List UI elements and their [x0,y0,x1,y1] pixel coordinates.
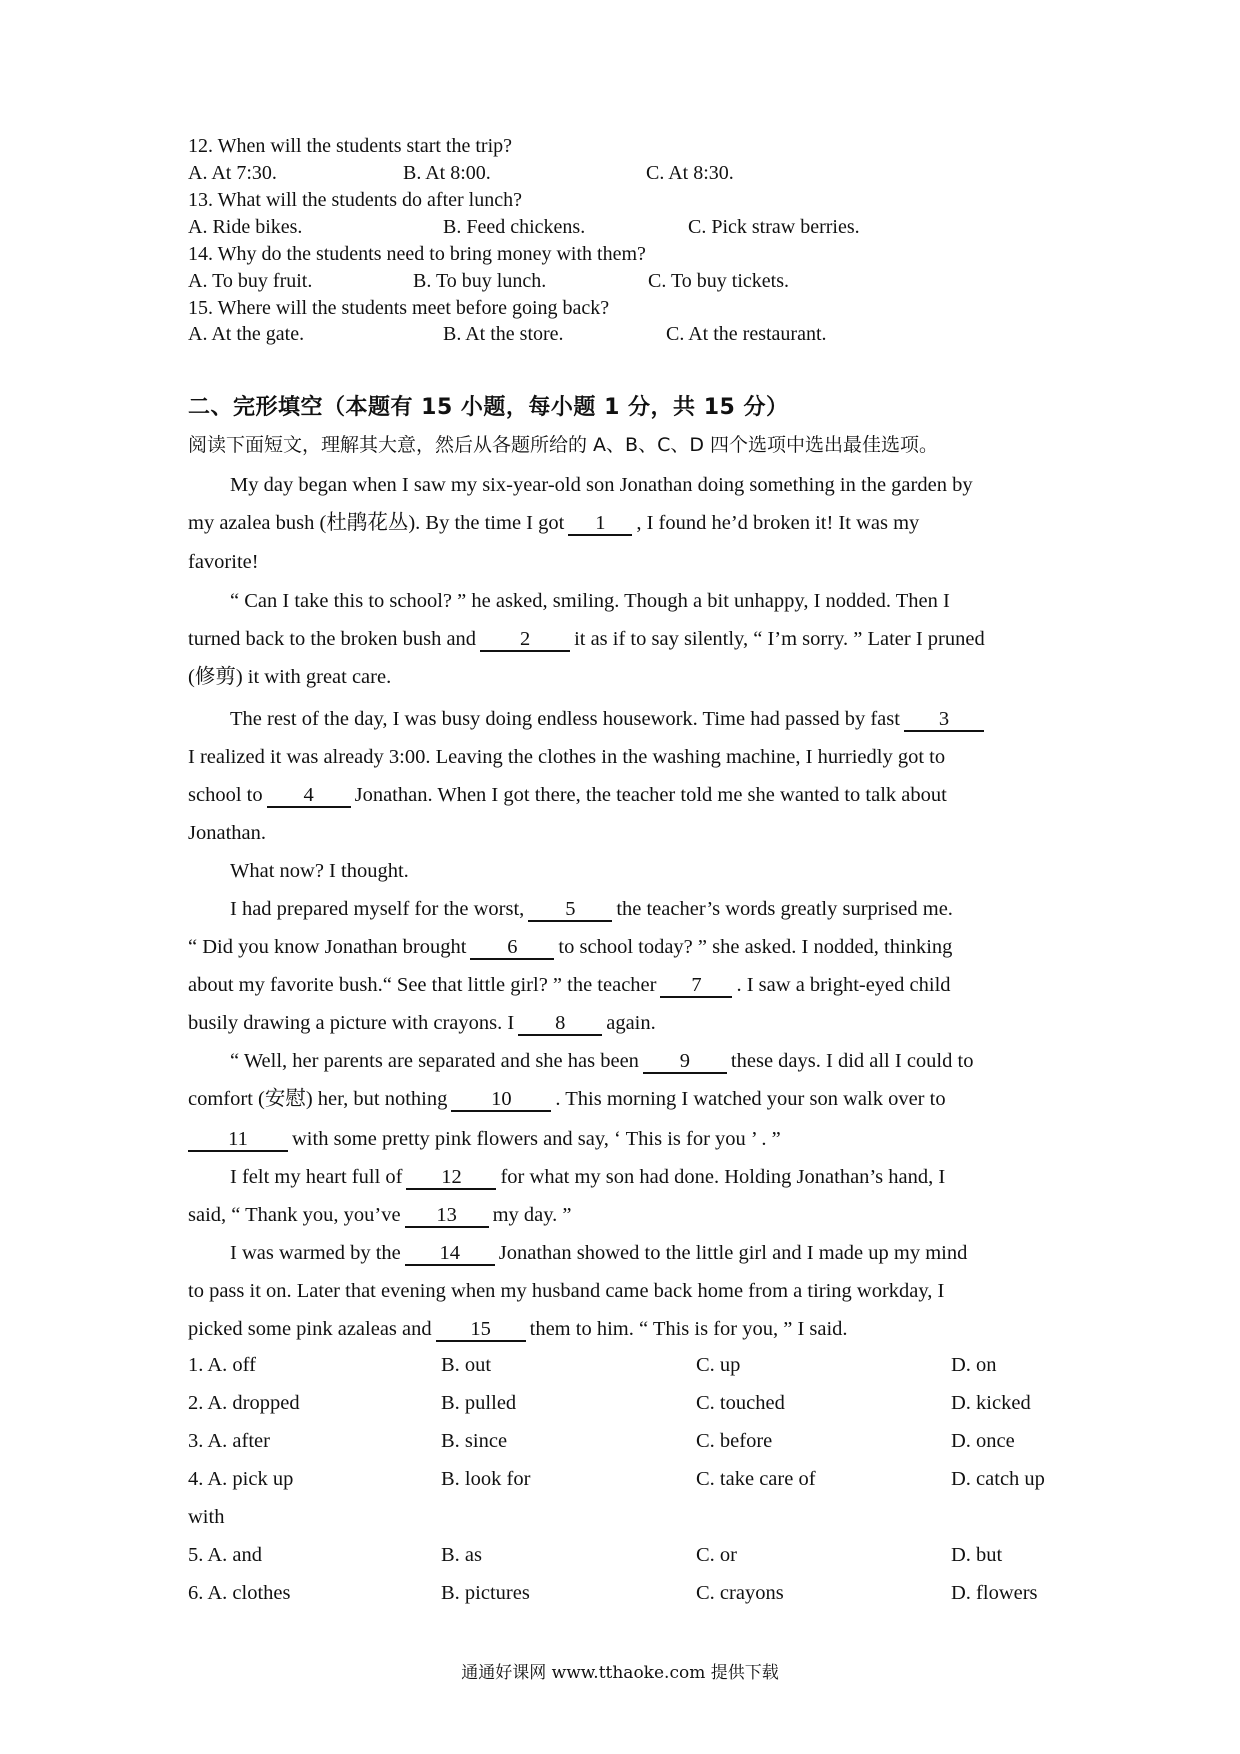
passage-line: turned back to the broken bush and 2 it as if to say silently, “ I’m sorry. ” Later I pruned [188,628,985,650]
passage-line: said, “ Thank you, you’ve 13 my day. ” [188,1204,572,1226]
section-heading: 二、完形填空（本题有 15 小题，每小题 1 分，共 15 分） [188,395,789,420]
option-c: C. At 8:30. [646,162,734,184]
choice-row [188,1544,1088,1582]
choice-d: D. kicked [951,1392,1031,1414]
choice-c: C. before [696,1430,773,1452]
passage-line: I felt my heart full of 12 for what my son had done. Holding Jonathan’s hand, I [230,1166,946,1188]
blank-7: 7 [660,974,732,998]
passage-line: picked some pink azaleas and 15 them to him. “ This is for you, ” I said. [188,1318,848,1340]
choice-d: D. catch up [951,1468,1045,1490]
passage-line: comfort (安慰) her, but nothing 10 . This morning I watched your son walk over to [188,1088,946,1110]
passage-line: The rest of the day, I was busy doing endless housework. Time had passed by fast 3 [230,705,988,733]
choice-row [188,1468,1088,1506]
blank-8: 8 [518,1012,602,1036]
option-a: A. At 7:30. [188,162,277,184]
passage-line: Jonathan. [188,822,266,844]
question-15: 15. Where will the students meet before going back? [188,297,610,319]
passage-line: busily drawing a picture with crayons. I 8 again. [188,1012,656,1034]
option-a: A. Ride bikes. [188,216,303,238]
choice-c: C. up [696,1354,741,1376]
blank-2: 2 [480,628,570,652]
passage-line: I realized it was already 3:00. Leaving the clothes in the washing machine, I hurriedly got to [188,746,946,768]
blank-5: 5 [528,898,612,922]
passage-line: to pass it on. Later that evening when my husband came back home from a tiring workday, I [188,1280,945,1302]
choice-row [188,1392,1088,1430]
question-12: 12. When will the students start the trip? [188,135,513,157]
choice-b: B. as [441,1544,482,1566]
choice-d: D. but [951,1544,1003,1566]
choice-c: C. touched [696,1392,785,1414]
option-a: A. To buy fruit. [188,270,313,292]
choice-b: B. pulled [441,1392,517,1414]
question-13: 13. What will the students do after lunch? [188,189,522,211]
blank-9: 9 [643,1050,727,1074]
option-b: B. At 8:00. [403,162,491,184]
passage-line: “ Did you know Jonathan brought 6 to school today? ” she asked. I nodded, thinking [188,936,953,958]
choice-c: C. crayons [696,1582,784,1604]
choice-row [188,1430,1088,1468]
choice-row [188,1354,1088,1392]
choice-c: C. or [696,1544,737,1566]
blank-1: 1 [568,512,632,536]
choice-c: C. take care of [696,1468,816,1490]
choice-row [188,1582,1088,1620]
option-c: C. At the restaurant. [666,323,827,345]
passage-line: “ Can I take this to school? ” he asked, smiling. Though a bit unhappy, I nodded. Then I [230,590,950,612]
option-a: A. At the gate. [188,323,305,345]
choice-b: B. since [441,1430,508,1452]
choice-b: B. pictures [441,1582,530,1604]
choice-a: 6. A. clothes [188,1582,291,1604]
passage-line: I had prepared myself for the worst, 5 the teacher’s words greatly surprised me. [230,898,953,920]
options-14 [188,268,1088,294]
choice-a: 4. A. pick up [188,1468,294,1490]
question-14: 14. Why do the students need to bring money with them? [188,243,646,265]
passage-line: I was warmed by the 14 Jonathan showed to the little girl and I made up my mind [230,1242,968,1264]
passage-line: My day began when I saw my six-year-old son Jonathan doing something in the garden by [230,474,973,496]
blank-14: 14 [405,1242,495,1266]
blank-15: 15 [436,1318,526,1342]
passage-line: my azalea bush (杜鹃花丛). By the time I got 1 , I found he’d broken it! It was my [188,512,920,534]
choice-d: D. once [951,1430,1015,1452]
choice-d: D. flowers [951,1582,1038,1604]
passage-line: (修剪) it with great care. [188,666,392,688]
option-b: B. To buy lunch. [413,270,547,292]
choice-row-continuation [188,1506,1088,1544]
blank-10: 10 [451,1088,551,1112]
option-c: C. Pick straw berries. [688,216,860,238]
blank-6: 6 [470,936,554,960]
blank-12: 12 [406,1166,496,1190]
choice-continuation: with [188,1506,225,1528]
choice-b: B. out [441,1354,492,1376]
choice-a: 1. A. off [188,1354,256,1376]
section-instruction: 阅读下面短文，理解其大意，然后从各题所给的 A、B、C、D 四个选项中选出最佳选项。 [188,434,939,456]
choice-b: B. look for [441,1468,531,1490]
choice-a: 3. A. after [188,1430,270,1452]
option-c: C. To buy tickets. [648,270,790,292]
passage-line: What now? I thought. [230,860,409,882]
blank-4: 4 [267,784,351,808]
choice-a: 5. A. and [188,1544,263,1566]
passage-line: about my favorite bush.“ See that little girl? ” the teacher 7 . I saw a bright-eyed child [188,974,951,996]
choice-a: 2. A. dropped [188,1392,300,1414]
passage-line: 11 with some pretty pink flowers and say, ‘ This is for you ’ . ” [188,1125,781,1153]
passage-line: school to 4 Jonathan. When I got there, the teacher told me she wanted to talk about [188,784,947,806]
page-footer: 通通好课网 www.tthaoke.com 提供下载 [461,1663,779,1683]
answer-choices [188,1354,1088,1620]
blank-3: 3 [904,708,984,732]
options-12 [188,160,1088,186]
options-15 [188,321,1088,347]
blank-11: 11 [188,1128,288,1152]
blank-13: 13 [405,1204,489,1228]
option-b: B. At the store. [443,323,564,345]
passage-line: favorite! [188,551,259,573]
passage-line: “ Well, her parents are separated and she has been 9 these days. I did all I could to [230,1050,974,1072]
choice-d: D. on [951,1354,997,1376]
options-13 [188,214,1088,240]
option-b: B. Feed chickens. [443,216,586,238]
